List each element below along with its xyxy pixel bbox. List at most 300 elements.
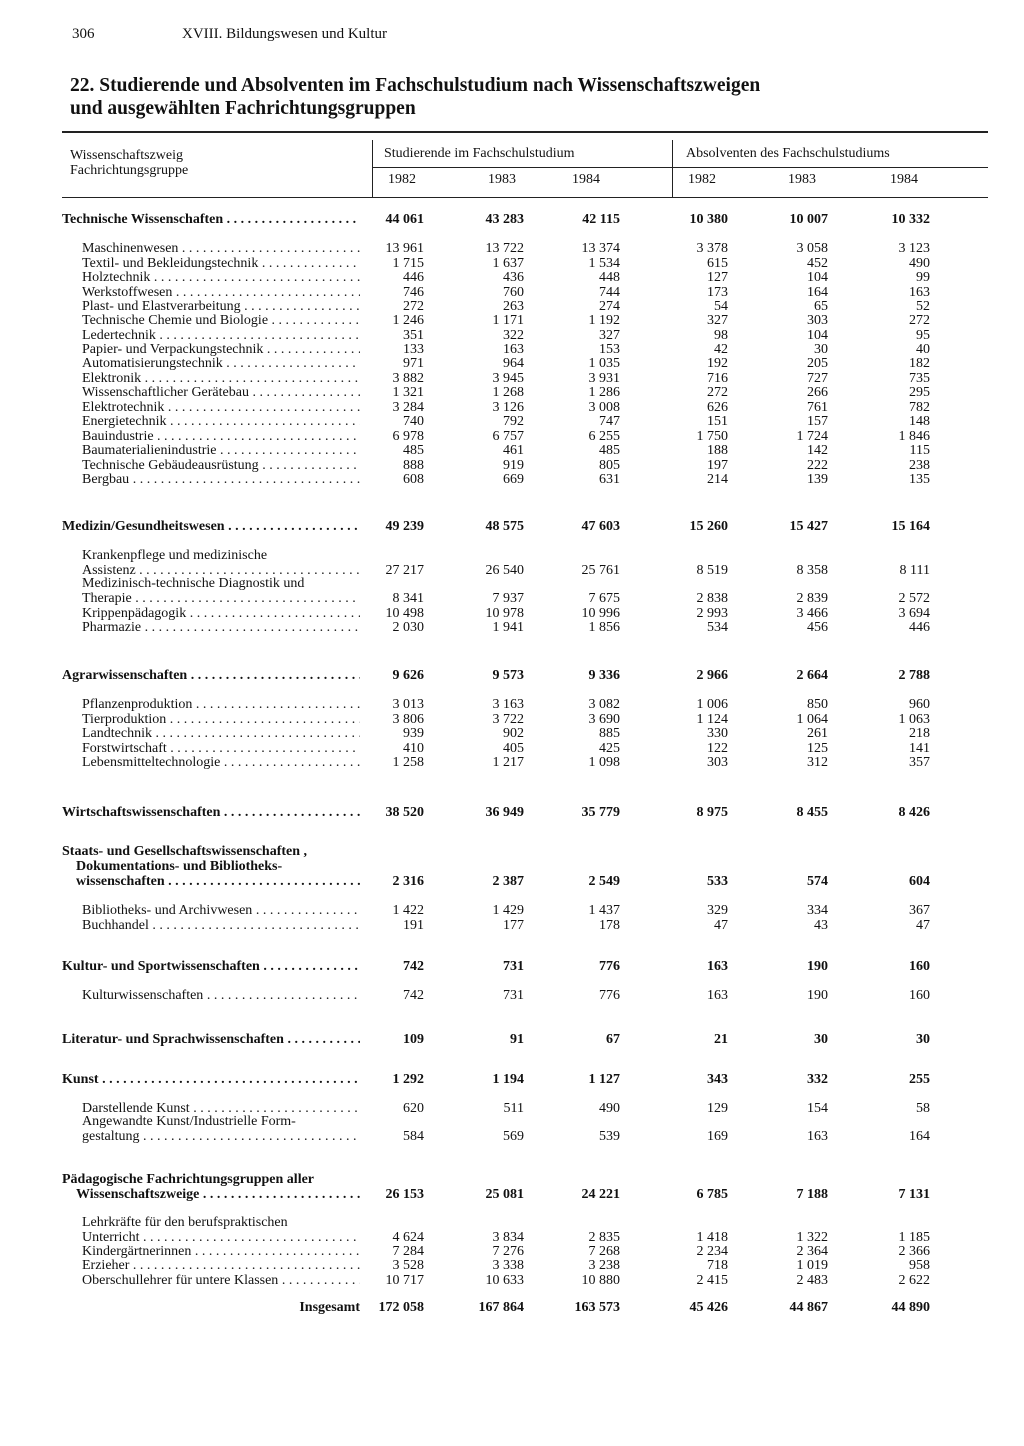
table-cell: 218 <box>909 726 930 741</box>
table-cell: 1 724 <box>796 429 828 444</box>
table-cell: 98 <box>714 328 728 343</box>
table-cell: 539 <box>599 1129 620 1144</box>
row-label: Lebensmitteltechnologie . . . <box>82 755 360 770</box>
table-cell: 332 <box>807 1072 828 1087</box>
table-cell: 8 975 <box>696 805 728 820</box>
table-cell: 163 <box>503 342 524 357</box>
row-label: Textil- und Bekleidungstechnik . . . <box>82 256 360 271</box>
table-cell: 343 <box>707 1072 728 1087</box>
table-cell: 139 <box>807 472 828 487</box>
table-cell: 13 722 <box>485 241 524 256</box>
table-title-line-1: 22. Studierende und Absolventen im Fachschulstudium nach Wissenschaftszweigen <box>70 75 761 96</box>
table-cell: 222 <box>807 458 828 473</box>
table-cell: 327 <box>599 328 620 343</box>
table-cell: 122 <box>707 741 728 756</box>
table-cell: 727 <box>807 371 828 386</box>
table-cell: 10 996 <box>581 606 620 621</box>
table-cell: 330 <box>707 726 728 741</box>
table-cell: 329 <box>707 903 728 918</box>
table-cell: 9 573 <box>492 668 524 683</box>
table-cell: 760 <box>503 285 524 300</box>
table-row <box>62 1258 942 1273</box>
table-cell: 958 <box>909 1258 930 1273</box>
table-cell: 129 <box>707 1101 728 1116</box>
row-label: Elektronik . . . <box>82 371 360 386</box>
group-header-studierende: Studierende im Fachschulstudium <box>384 146 575 161</box>
table-cell: 2 030 <box>392 620 424 635</box>
table-row <box>62 256 942 271</box>
table-cell: 52 <box>916 299 930 314</box>
row-label: Maschinenwesen . . . <box>82 241 360 256</box>
table-cell: 8 358 <box>796 563 828 578</box>
table-cell: 205 <box>807 356 828 371</box>
table-cell: 7 131 <box>898 1187 930 1202</box>
table-cell: 3 338 <box>492 1258 524 1273</box>
table-row <box>62 400 942 415</box>
table-cell: 26 540 <box>485 563 524 578</box>
table-cell: 10 498 <box>385 606 424 621</box>
row-label-line: Angewandte Kunst/Industrielle Form- <box>82 1114 296 1129</box>
table-cell: 30 <box>916 1032 930 1047</box>
table-row <box>62 755 942 770</box>
table-cell: 1 192 <box>588 313 620 328</box>
table-cell: 1 750 <box>696 429 728 444</box>
table-row <box>62 328 942 343</box>
table-row <box>62 443 942 458</box>
row-label: Kulturwissenschaften . . . <box>82 988 360 1003</box>
table-row <box>62 726 942 741</box>
table-cell: 1 322 <box>796 1230 828 1245</box>
table-cell: 125 <box>807 741 828 756</box>
table-cell: 1 063 <box>898 712 930 727</box>
table-cell: 1 846 <box>898 429 930 444</box>
table-cell: 322 <box>503 328 524 343</box>
table-cell: 7 276 <box>492 1244 524 1259</box>
table-cell: 7 284 <box>392 1244 424 1259</box>
table-cell: 1 098 <box>588 755 620 770</box>
row-label: Holztechnik . . . <box>82 270 360 285</box>
table-cell: 2 839 <box>796 591 828 606</box>
table-cell: 58 <box>916 1101 930 1116</box>
table-cell: 8 111 <box>899 563 930 578</box>
section-title: XVIII. Bildungswesen und Kultur <box>182 26 387 42</box>
table-cell: 30 <box>814 1032 828 1047</box>
table-cell: 902 <box>503 726 524 741</box>
table-cell: 295 <box>909 385 930 400</box>
top-rule <box>62 131 988 133</box>
row-label: Krippenpädagogik . . . <box>82 606 360 621</box>
table-cell: 178 <box>599 918 620 933</box>
table-cell: 49 239 <box>385 519 424 534</box>
table-cell: 3 722 <box>492 712 524 727</box>
table-cell: 456 <box>807 620 828 635</box>
table-cell: 115 <box>909 443 930 458</box>
table-cell: 13 961 <box>385 241 424 256</box>
table-cell: 40 <box>916 342 930 357</box>
table-cell: 42 <box>714 342 728 357</box>
table-cell: 604 <box>909 874 930 889</box>
table-cell: 238 <box>909 458 930 473</box>
table-cell: 1 422 <box>392 903 424 918</box>
table-cell: 446 <box>909 620 930 635</box>
table-row <box>62 606 942 621</box>
row-label: Elektrotechnik . . . <box>82 400 360 415</box>
row-label: Bergbau . . . <box>82 472 360 487</box>
table-cell: 95 <box>916 328 930 343</box>
row-label: Oberschullehrer für untere Klassen . . . <box>82 1273 360 1288</box>
row-label: Erzieher . . . <box>82 1258 360 1273</box>
table-cell: 272 <box>707 385 728 400</box>
table-row <box>62 1244 942 1259</box>
table-cell: 436 <box>503 270 524 285</box>
table-cell: 626 <box>707 400 728 415</box>
row-label: wissenschaften . . . <box>76 874 360 889</box>
table-cell: 1 286 <box>588 385 620 400</box>
table-cell: 485 <box>403 443 424 458</box>
table-cell: 3 834 <box>492 1230 524 1245</box>
table-cell: 446 <box>403 270 424 285</box>
table-cell: 163 <box>707 988 728 1003</box>
table-cell: 3 013 <box>392 697 424 712</box>
table-cell: 357 <box>909 755 930 770</box>
table-row <box>62 741 942 756</box>
year-header: 1982 <box>688 172 716 187</box>
table-cell: 939 <box>403 726 424 741</box>
table-cell: 21 <box>714 1032 728 1047</box>
table-cell: 742 <box>403 988 424 1003</box>
row-label: Kindergärtnerinnen . . . <box>82 1244 360 1259</box>
table-cell: 10 880 <box>581 1273 620 1288</box>
row-label-line: Dokumentations- und Bibliotheks- <box>76 859 283 874</box>
table-cell: 1 856 <box>588 620 620 635</box>
table-cell: 718 <box>707 1258 728 1273</box>
table-cell: 425 <box>599 741 620 756</box>
table-cell: 3 123 <box>898 241 930 256</box>
table-cell: 54 <box>714 299 728 314</box>
table-cell: 405 <box>503 741 524 756</box>
table-cell: 1 268 <box>492 385 524 400</box>
table-cell: 2 572 <box>898 591 930 606</box>
table-cell: 490 <box>909 256 930 271</box>
page-header <box>72 26 387 43</box>
row-label-line: Pädagogische Fachrichtungsgruppen aller <box>62 1172 315 1187</box>
table-cell: 6 978 <box>392 429 424 444</box>
row-label: Unterricht . . . <box>82 1230 360 1245</box>
row-label: Pharmazie . . . <box>82 620 360 635</box>
table-cell: 9 336 <box>588 668 620 683</box>
table-cell: 44 867 <box>789 1300 828 1315</box>
row-label: Assistenz . . . <box>82 563 360 578</box>
table-cell: 1 715 <box>392 256 424 271</box>
table-cell: 27 217 <box>385 563 424 578</box>
table-cell: 10 332 <box>891 212 930 227</box>
year-header: 1984 <box>572 172 600 187</box>
table-cell: 10 717 <box>385 1273 424 1288</box>
table-cell: 45 426 <box>689 1300 728 1315</box>
table-cell: 971 <box>403 356 424 371</box>
table-cell: 448 <box>599 270 620 285</box>
table-row <box>62 458 942 473</box>
table-cell: 48 575 <box>485 519 524 534</box>
row-label: Baumaterialienindustrie . . . <box>82 443 360 458</box>
table-cell: 569 <box>503 1129 524 1144</box>
table-row <box>62 697 942 712</box>
table-cell: 735 <box>909 371 930 386</box>
table-row <box>62 472 942 487</box>
table-cell: 2 234 <box>696 1244 728 1259</box>
table-cell: 1 217 <box>492 755 524 770</box>
table-cell: 1 194 <box>492 1072 524 1087</box>
table-cell: 35 779 <box>581 805 620 820</box>
table-cell: 15 260 <box>689 519 728 534</box>
group-header-absolventen: Absolventen des Fachschulstudiums <box>686 146 890 161</box>
table-row <box>62 1273 942 1288</box>
table-cell: 157 <box>807 414 828 429</box>
table-cell: 197 <box>707 458 728 473</box>
table-cell: 173 <box>707 285 728 300</box>
table-cell: 3 466 <box>796 606 828 621</box>
table-cell: 25 761 <box>581 563 620 578</box>
table-cell: 303 <box>707 755 728 770</box>
table-cell: 2 364 <box>796 1244 828 1259</box>
table-row <box>62 988 942 1003</box>
table-cell: 4 624 <box>392 1230 424 1245</box>
table-cell: 534 <box>707 620 728 635</box>
table-cell: 47 603 <box>581 519 620 534</box>
table-cell: 620 <box>403 1101 424 1116</box>
row-label: Wissenschaftlicher Gerätebau . . . <box>82 385 360 400</box>
table-cell: 36 949 <box>485 805 524 820</box>
table-cell: 10 978 <box>485 606 524 621</box>
table-row <box>62 270 942 285</box>
table-cell: 91 <box>510 1032 524 1047</box>
table-cell: 410 <box>403 741 424 756</box>
table-cell: 15 427 <box>789 519 828 534</box>
table-cell: 99 <box>916 270 930 285</box>
table-cell: 47 <box>714 918 728 933</box>
row-label: Literatur- und Sprachwissenschaften . . . <box>62 1032 360 1047</box>
row-label: Pflanzenproduktion . . . <box>82 697 360 712</box>
table-cell: 964 <box>503 356 524 371</box>
table-cell: 1 418 <box>696 1230 728 1245</box>
table-cell: 1 185 <box>898 1230 930 1245</box>
table-cell: 511 <box>503 1101 524 1116</box>
table-cell: 8 426 <box>898 805 930 820</box>
table-cell: 615 <box>707 256 728 271</box>
table-cell: 151 <box>707 414 728 429</box>
table-cell: 461 <box>503 443 524 458</box>
table-cell: 1 437 <box>588 903 620 918</box>
table-row <box>62 313 942 328</box>
table-cell: 3 008 <box>588 400 620 415</box>
table-cell: 191 <box>403 918 424 933</box>
table-cell: 584 <box>403 1129 424 1144</box>
table-cell: 1 127 <box>588 1072 620 1087</box>
row-label: Kunst . . . <box>62 1072 360 1087</box>
table-cell: 1 292 <box>392 1072 424 1087</box>
table-row-group <box>62 519 942 534</box>
table-cell: 744 <box>599 285 620 300</box>
table-cell: 608 <box>403 472 424 487</box>
table-cell: 3 163 <box>492 697 524 712</box>
table-cell: 164 <box>807 285 828 300</box>
table-cell: 154 <box>807 1101 828 1116</box>
table-cell: 742 <box>403 959 424 974</box>
table-cell: 2 387 <box>492 874 524 889</box>
table-cell: 761 <box>807 400 828 415</box>
table-cell: 15 164 <box>891 519 930 534</box>
row-label: Wissenschaftszweige . . . <box>76 1187 360 1202</box>
table-cell: 3 528 <box>392 1258 424 1273</box>
row-label-line: Lehrkräfte für den berufspraktischen <box>82 1215 288 1230</box>
table-cell: 888 <box>403 458 424 473</box>
table-cell: 167 864 <box>478 1300 524 1315</box>
table-row <box>62 429 942 444</box>
table-cell: 740 <box>403 414 424 429</box>
table-cell: 2 966 <box>696 668 728 683</box>
table-cell: 2 835 <box>588 1230 620 1245</box>
table-cell: 127 <box>707 270 728 285</box>
table-cell: 805 <box>599 458 620 473</box>
table-cell: 312 <box>807 755 828 770</box>
table-cell: 631 <box>599 472 620 487</box>
row-label: Papier- und Verpackungstechnik . . . <box>82 342 360 357</box>
table-row <box>62 241 942 256</box>
table-cell: 1 258 <box>392 755 424 770</box>
table-cell: 190 <box>807 988 828 1003</box>
row-label: Forstwirtschaft . . . <box>82 741 360 756</box>
table-cell: 2 622 <box>898 1273 930 1288</box>
table-cell: 2 993 <box>696 606 728 621</box>
table-cell: 142 <box>807 443 828 458</box>
table-cell: 792 <box>503 414 524 429</box>
table-cell: 160 <box>909 959 930 974</box>
table-cell: 327 <box>707 313 728 328</box>
table-cell: 263 <box>503 299 524 314</box>
table-cell: 266 <box>807 385 828 400</box>
row-label: gestaltung . . . <box>82 1129 360 1144</box>
table-cell: 148 <box>909 414 930 429</box>
row-label: Werkstoffwesen . . . <box>82 285 360 300</box>
table-row <box>62 712 942 727</box>
table-cell: 7 268 <box>588 1244 620 1259</box>
row-label: Wirtschaftswissenschaften . . . <box>62 805 360 820</box>
column-label-wissenschaftszweig: Wissenschaftszweig <box>70 148 183 163</box>
table-cell: 43 <box>814 918 828 933</box>
table-cell: 10 633 <box>485 1273 524 1288</box>
table-cell: 776 <box>599 988 620 1003</box>
table-cell: 10 007 <box>789 212 828 227</box>
row-label: Automatisierungstechnik . . . <box>82 356 360 371</box>
row-label: Buchhandel . . . <box>82 918 360 933</box>
table-cell: 746 <box>403 285 424 300</box>
table-cell: 3 806 <box>392 712 424 727</box>
table-cell: 26 153 <box>385 1187 424 1202</box>
table-cell: 214 <box>707 472 728 487</box>
table-cell: 574 <box>807 874 828 889</box>
table-row-group <box>62 1300 942 1315</box>
table-cell: 3 882 <box>392 371 424 386</box>
table-cell: 1 321 <box>392 385 424 400</box>
table-cell: 490 <box>599 1101 620 1116</box>
table-cell: 452 <box>807 256 828 271</box>
table-cell: 3 378 <box>696 241 728 256</box>
table-cell: 485 <box>599 443 620 458</box>
table-cell: 169 <box>707 1129 728 1144</box>
table-row-group <box>62 805 942 820</box>
table-cell: 163 <box>909 285 930 300</box>
table-cell: 10 380 <box>689 212 728 227</box>
table-cell: 3 284 <box>392 400 424 415</box>
table-cell: 1 534 <box>588 256 620 271</box>
table-cell: 8 519 <box>696 563 728 578</box>
table-cell: 885 <box>599 726 620 741</box>
table-cell: 255 <box>909 1072 930 1087</box>
table-cell: 9 626 <box>392 668 424 683</box>
table-cell: 2 415 <box>696 1273 728 1288</box>
row-label: Medizin/Gesundheitswesen . . . <box>62 519 360 534</box>
table-cell: 43 283 <box>485 212 524 227</box>
table-row-group <box>62 844 942 889</box>
table-cell: 3 058 <box>796 241 828 256</box>
year-header: 1983 <box>788 172 816 187</box>
table-cell: 190 <box>807 959 828 974</box>
table-cell: 163 <box>707 959 728 974</box>
table-title-line-2: und ausgewählten Fachrichtungsgruppen <box>70 98 416 119</box>
table-cell: 3 238 <box>588 1258 620 1273</box>
table-cell: 109 <box>403 1032 424 1047</box>
table-cell: 38 520 <box>385 805 424 820</box>
table-cell: 274 <box>599 299 620 314</box>
table-cell: 960 <box>909 697 930 712</box>
table-cell: 1 171 <box>492 313 524 328</box>
table-cell: 3 690 <box>588 712 620 727</box>
table-cell: 2 316 <box>392 874 424 889</box>
header-bottom-rule <box>62 197 988 198</box>
table-cell: 24 221 <box>581 1187 620 1202</box>
table-cell: 42 115 <box>582 212 620 227</box>
table-cell: 7 188 <box>796 1187 828 1202</box>
table-cell: 2 838 <box>696 591 728 606</box>
table-row <box>62 414 942 429</box>
table-cell: 272 <box>403 299 424 314</box>
table-cell: 30 <box>814 342 828 357</box>
column-label-fachrichtungsgruppe: Fachrichtungsgruppe <box>70 163 189 178</box>
header-divider-left <box>372 140 373 198</box>
table-cell: 1 064 <box>796 712 828 727</box>
table-cell: 303 <box>807 313 828 328</box>
table-cell: 104 <box>807 328 828 343</box>
table-row <box>62 620 942 635</box>
table-cell: 44 061 <box>385 212 424 227</box>
table-cell: 782 <box>909 400 930 415</box>
row-label-line: Krankenpflege und medizinische <box>82 548 268 563</box>
table-cell: 776 <box>599 959 620 974</box>
table-cell: 3 082 <box>588 697 620 712</box>
row-label: Therapie . . . <box>82 591 360 606</box>
table-cell: 163 <box>807 1129 828 1144</box>
table-cell: 135 <box>909 472 930 487</box>
table-cell: 182 <box>909 356 930 371</box>
table-cell: 2 664 <box>796 668 828 683</box>
table-cell: 8 455 <box>796 805 828 820</box>
table-cell: 669 <box>503 472 524 487</box>
table-cell: 1 941 <box>492 620 524 635</box>
table-cell: 47 <box>916 918 930 933</box>
table-row-group <box>62 1032 942 1047</box>
table-cell: 164 <box>909 1129 930 1144</box>
table-cell: 192 <box>707 356 728 371</box>
